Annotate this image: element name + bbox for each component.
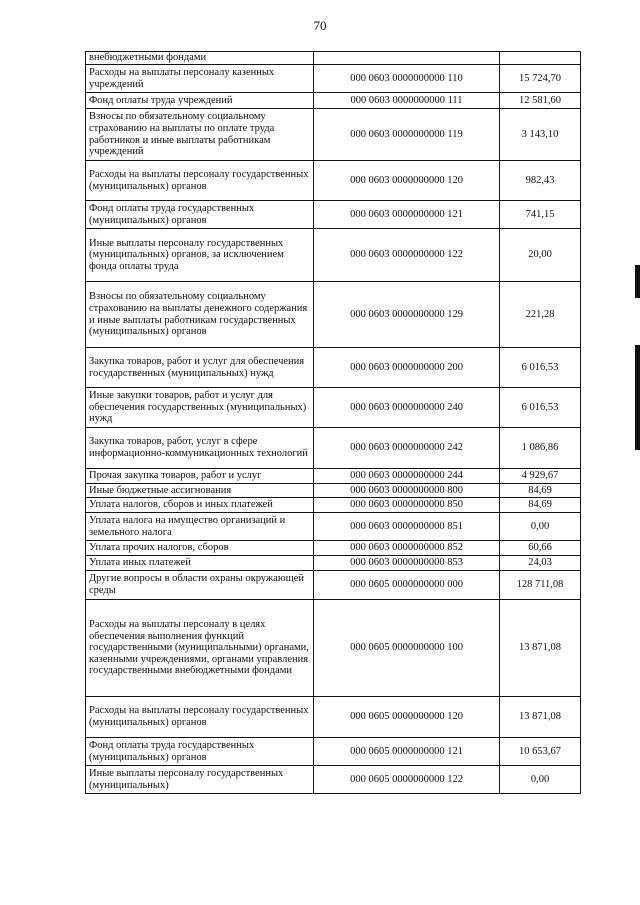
row-sum: 84,69 — [500, 484, 581, 498]
table-row — [86, 541, 581, 556]
row-name: Взносы по обязательному социальному страхованию на выплаты денежного содержания и иные выплаты работникам государственных (муниципальных) органов — [86, 282, 314, 348]
table-row — [86, 428, 581, 469]
row-sum: 4 929,67 — [500, 469, 581, 484]
row-name: Расходы на выплаты персоналу казенных учреждений — [86, 65, 314, 93]
row-sum: 15 724,70 — [500, 65, 581, 93]
table-row — [86, 469, 581, 484]
table-row — [86, 348, 581, 388]
table-row — [86, 484, 581, 498]
row-code: 000 0603 0000000000 120 — [314, 161, 500, 201]
row-code: 000 0603 0000000000 111 — [314, 93, 500, 109]
row-name: Фонд оплаты труда государственных (муниципальных) органов — [86, 738, 314, 766]
row-name: Иные закупки товаров, работ и услуг для обеспечения государственных (муниципальных) нужд — [86, 388, 314, 428]
row-sum: 6 016,53 — [500, 348, 581, 388]
row-code: 000 0603 0000000000 800 — [314, 484, 500, 498]
row-code: 000 0605 0000000000 121 — [314, 738, 500, 766]
row-sum: 221,28 — [500, 282, 581, 348]
budget-table — [85, 51, 581, 794]
table-row — [86, 388, 581, 428]
row-name: Расходы на выплаты персоналу в целях обеспечения выполнения функций государственными (муниципальными) органами, казенными учреждениями, органами управления государственными внебюджетными фондами — [86, 600, 314, 697]
row-code: 000 0603 0000000000 852 — [314, 541, 500, 556]
table-row — [86, 697, 581, 738]
row-name: Уплата налогов, сборов и иных платежей — [86, 498, 314, 513]
table-row — [86, 600, 581, 697]
table-row — [86, 282, 581, 348]
table-row — [86, 161, 581, 201]
row-sum: 741,15 — [500, 201, 581, 229]
row-sum: 13 871,08 — [500, 697, 581, 738]
row-code: 000 0603 0000000000 853 — [314, 556, 500, 571]
row-code: 000 0605 0000000000 122 — [314, 766, 500, 794]
row-sum: 982,43 — [500, 161, 581, 201]
table-row — [86, 766, 581, 794]
row-sum: 84,69 — [500, 498, 581, 513]
row-code: 000 0605 0000000000 000 — [314, 571, 500, 600]
table-row — [86, 513, 581, 541]
row-sum: 13 871,08 — [500, 600, 581, 697]
row-sum: 20,00 — [500, 229, 581, 282]
table-row — [86, 738, 581, 766]
row-name: Фонд оплаты труда учреждений — [86, 93, 314, 109]
row-code: 000 0603 0000000000 242 — [314, 428, 500, 469]
row-sum: 0,00 — [500, 513, 581, 541]
row-name: Закупка товаров, работ, услуг в сфере информационно-коммуникационных технологий — [86, 428, 314, 469]
row-code: 000 0603 0000000000 240 — [314, 388, 500, 428]
table-row — [86, 556, 581, 571]
row-name: Взносы по обязательному социальному страхованию на выплаты по оплате труда работников и иные выплаты работникам учреждений — [86, 109, 314, 161]
row-sum: 1 086,86 — [500, 428, 581, 469]
row-name: Расходы на выплаты персоналу государственных (муниципальных) органов — [86, 697, 314, 738]
table-row — [86, 109, 581, 161]
scan-edge-mark — [635, 265, 640, 298]
row-sum: 24,03 — [500, 556, 581, 571]
row-name: Иные выплаты персоналу государственных (муниципальных) — [86, 766, 314, 794]
row-sum: 3 143,10 — [500, 109, 581, 161]
row-sum — [500, 52, 581, 65]
table-row — [86, 52, 581, 65]
row-sum: 6 016,53 — [500, 388, 581, 428]
row-code: 000 0603 0000000000 851 — [314, 513, 500, 541]
row-name: внебюджетными фондами — [86, 52, 314, 65]
row-name: Другие вопросы в области охраны окружающей среды — [86, 571, 314, 600]
row-code: 000 0603 0000000000 244 — [314, 469, 500, 484]
row-code — [314, 52, 500, 65]
row-sum: 12 581,60 — [500, 93, 581, 109]
row-code: 000 0605 0000000000 100 — [314, 600, 500, 697]
row-sum: 0,00 — [500, 766, 581, 794]
row-name: Иные бюджетные ассигнования — [86, 484, 314, 498]
row-name: Расходы на выплаты персоналу государственных (муниципальных) органов — [86, 161, 314, 201]
table-row — [86, 571, 581, 600]
table-row — [86, 498, 581, 513]
row-sum: 60,66 — [500, 541, 581, 556]
row-sum: 128 711,08 — [500, 571, 581, 600]
row-code: 000 0603 0000000000 119 — [314, 109, 500, 161]
row-code: 000 0603 0000000000 129 — [314, 282, 500, 348]
row-code: 000 0603 0000000000 200 — [314, 348, 500, 388]
row-sum: 10 653,67 — [500, 738, 581, 766]
row-code: 000 0603 0000000000 110 — [314, 65, 500, 93]
table-row — [86, 229, 581, 282]
row-name: Уплата иных платежей — [86, 556, 314, 571]
row-code: 000 0603 0000000000 121 — [314, 201, 500, 229]
row-name: Уплата прочих налогов, сборов — [86, 541, 314, 556]
row-name: Закупка товаров, работ и услуг для обеспечения государственных (муниципальных) нужд — [86, 348, 314, 388]
table-row — [86, 201, 581, 229]
table-row — [86, 93, 581, 109]
page-number: 70 — [313, 18, 327, 33]
row-name: Фонд оплаты труда государственных (муниципальных) органов — [86, 201, 314, 229]
table-row — [86, 65, 581, 93]
scan-edge-mark — [635, 345, 640, 450]
row-name: Прочая закупка товаров, работ и услуг — [86, 469, 314, 484]
row-code: 000 0603 0000000000 850 — [314, 498, 500, 513]
row-name: Уплата налога на имущество организаций и земельного налога — [86, 513, 314, 541]
row-name: Иные выплаты персоналу государственных (муниципальных) органов, за исключением фонда оплаты труда — [86, 229, 314, 282]
row-code: 000 0603 0000000000 122 — [314, 229, 500, 282]
row-code: 000 0605 0000000000 120 — [314, 697, 500, 738]
